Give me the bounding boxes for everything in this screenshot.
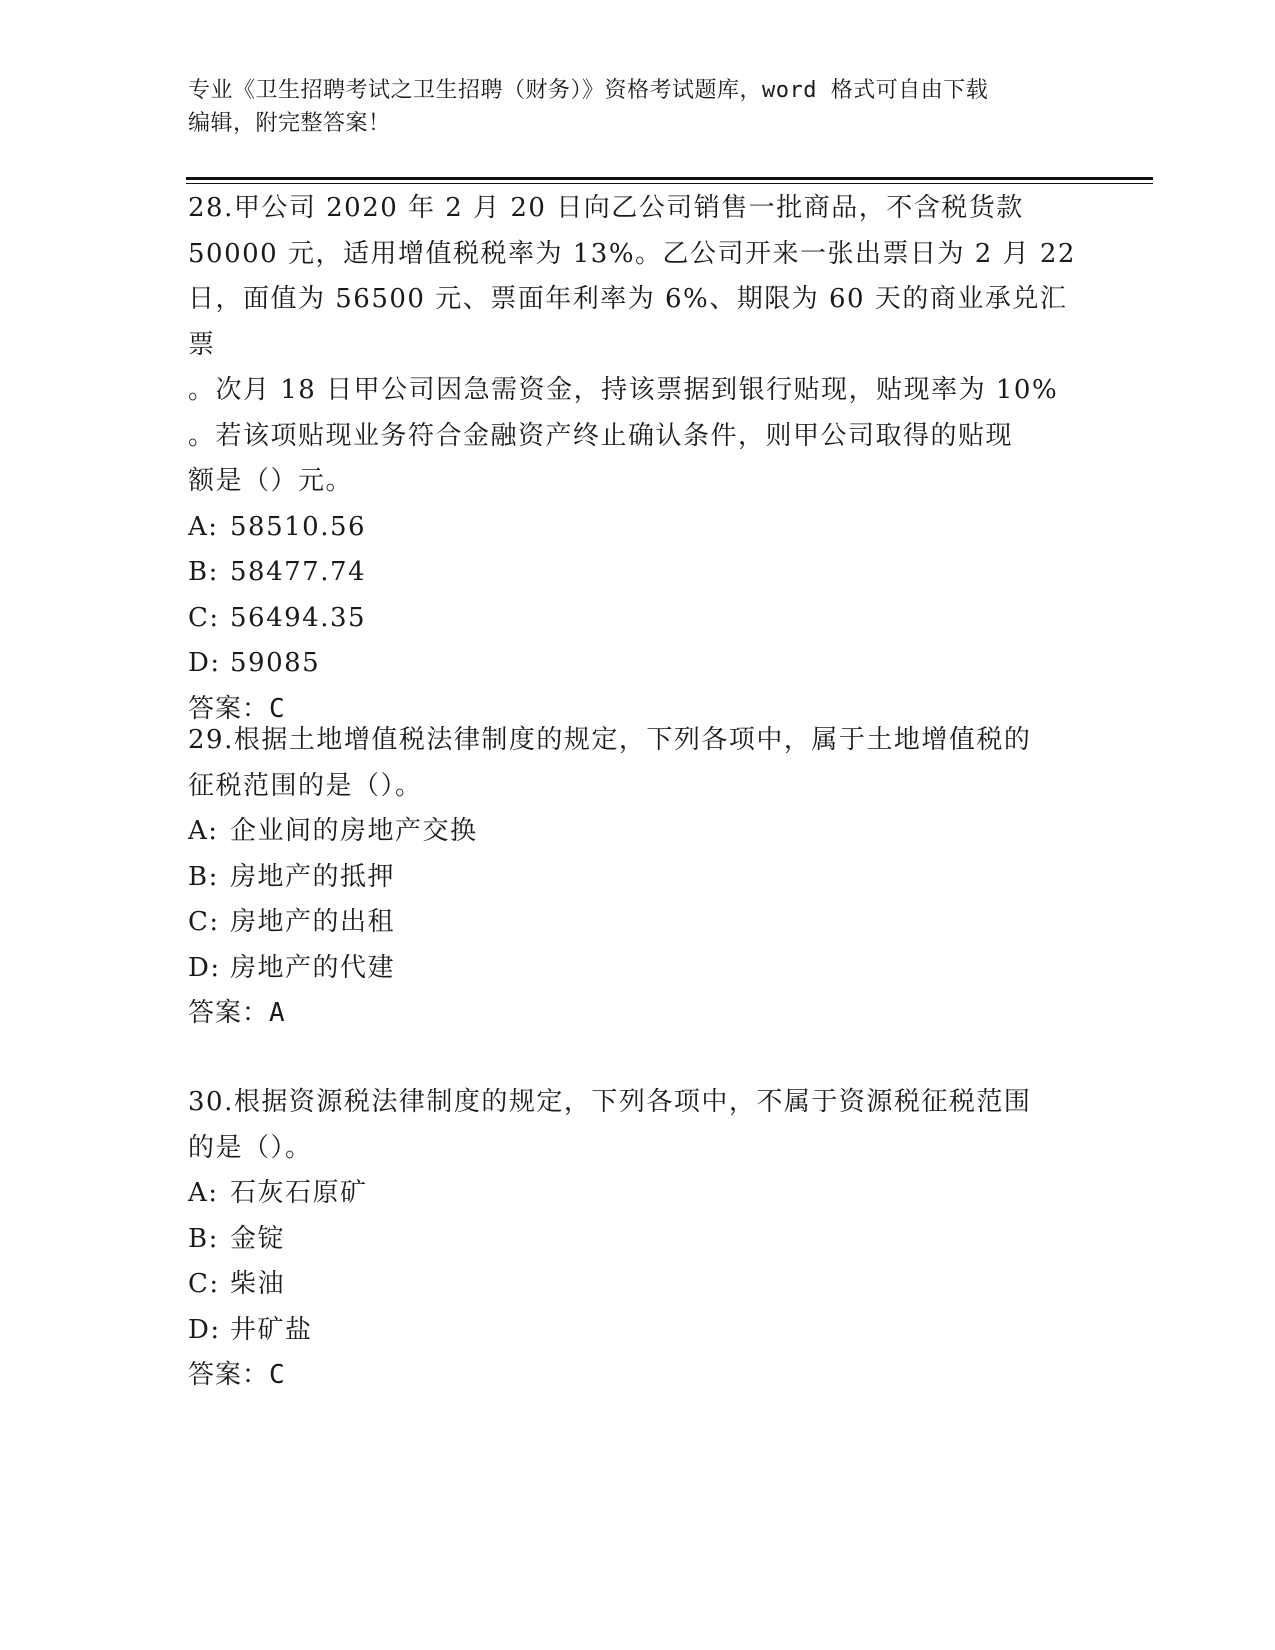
option-d <box>188 946 1088 992</box>
question-line: 日，面值为 56500 元、票面年利率为 6%、期限为 60 天的商业承兑汇票 <box>188 284 1068 360</box>
option-c <box>188 900 1088 946</box>
question-line: 额是（）元。 <box>188 466 354 496</box>
option-a <box>188 1171 1088 1217</box>
option-text: 井矿盐 <box>230 1314 313 1345</box>
option-text: 58510.56 <box>230 511 367 542</box>
option-text: 金锭 <box>230 1223 286 1254</box>
question-text <box>188 1080 1088 1171</box>
option-b <box>188 1217 1088 1263</box>
option-letter: D: <box>188 952 221 983</box>
option-a <box>188 505 1088 551</box>
option-letter: B: <box>188 557 219 587</box>
option-b <box>188 855 1088 901</box>
option-letter: C: <box>188 602 220 633</box>
option-letter: A: <box>188 1178 219 1208</box>
option-text: 58477.74 <box>230 557 367 587</box>
header-line-2: 编辑，附完整答案！ <box>188 111 391 136</box>
question-line: 29.根据土地增值税法律制度的规定，下列各项中，属于土地增值税的 <box>188 725 1032 755</box>
option-letter: B: <box>188 861 219 892</box>
option-d <box>188 1308 1088 1354</box>
option-text: 石灰石原矿 <box>230 1178 368 1208</box>
option-b <box>188 550 1088 596</box>
option-letter: D: <box>188 1314 221 1345</box>
question-28 <box>188 186 1088 732</box>
option-text: 56494.35 <box>230 602 367 633</box>
header-divider-thick <box>186 177 1153 180</box>
option-text: 房地产的代建 <box>230 952 396 983</box>
question-line: 征税范围的是（）。 <box>188 770 423 801</box>
option-a <box>188 809 1088 855</box>
question-line: 。次月 18 日甲公司因急需资金，持该票据到银行贴现，贴现率为 10% <box>188 375 1059 405</box>
option-text: 企业间的房地产交换 <box>230 816 478 846</box>
question-line: 。若该项贴现业务符合金融资产终止确认条件，则甲公司取得的贴现 <box>188 420 1014 451</box>
option-text: 59085 <box>230 648 321 678</box>
question-line: 28.甲公司 2020 年 2 月 20 日向乙公司销售一批商品，不含税货款 <box>188 193 1024 223</box>
option-d <box>188 641 1088 687</box>
option-text: 房地产的出租 <box>230 907 396 937</box>
header-line-1: 专业《卫生招聘考试之卫生招聘（财务）》资格考试题库，word 格式可自由下载 <box>188 78 989 103</box>
option-c <box>188 1262 1088 1308</box>
question-line: 的是（）。 <box>188 1132 313 1163</box>
question-30 <box>188 1080 1088 1399</box>
option-letter: A: <box>188 511 219 542</box>
option-letter: A: <box>188 816 219 846</box>
document-header <box>188 74 1068 140</box>
option-c <box>188 596 1088 642</box>
header-divider-thin <box>186 183 1153 184</box>
option-letter: B: <box>188 1223 219 1254</box>
answer-line: 答案：A <box>188 998 286 1028</box>
option-text: 柴油 <box>230 1269 286 1299</box>
question-line: 30.根据资源税法律制度的规定，下列各项中，不属于资源税征税范围 <box>188 1087 1032 1117</box>
answer-line: 答案：C <box>188 693 286 724</box>
question-line: 50000 元，适用增值税税率为 13%。乙公司开来一张出票日为 2 月 22 <box>188 238 1076 269</box>
option-letter: C: <box>188 1269 220 1299</box>
question-29 <box>188 718 1088 1037</box>
answer-line: 答案：C <box>188 1360 286 1390</box>
question-text <box>188 186 1088 505</box>
option-letter: C: <box>188 907 220 937</box>
option-text: 房地产的抵押 <box>230 861 396 892</box>
option-letter: D: <box>188 648 221 678</box>
question-text <box>188 718 1088 809</box>
